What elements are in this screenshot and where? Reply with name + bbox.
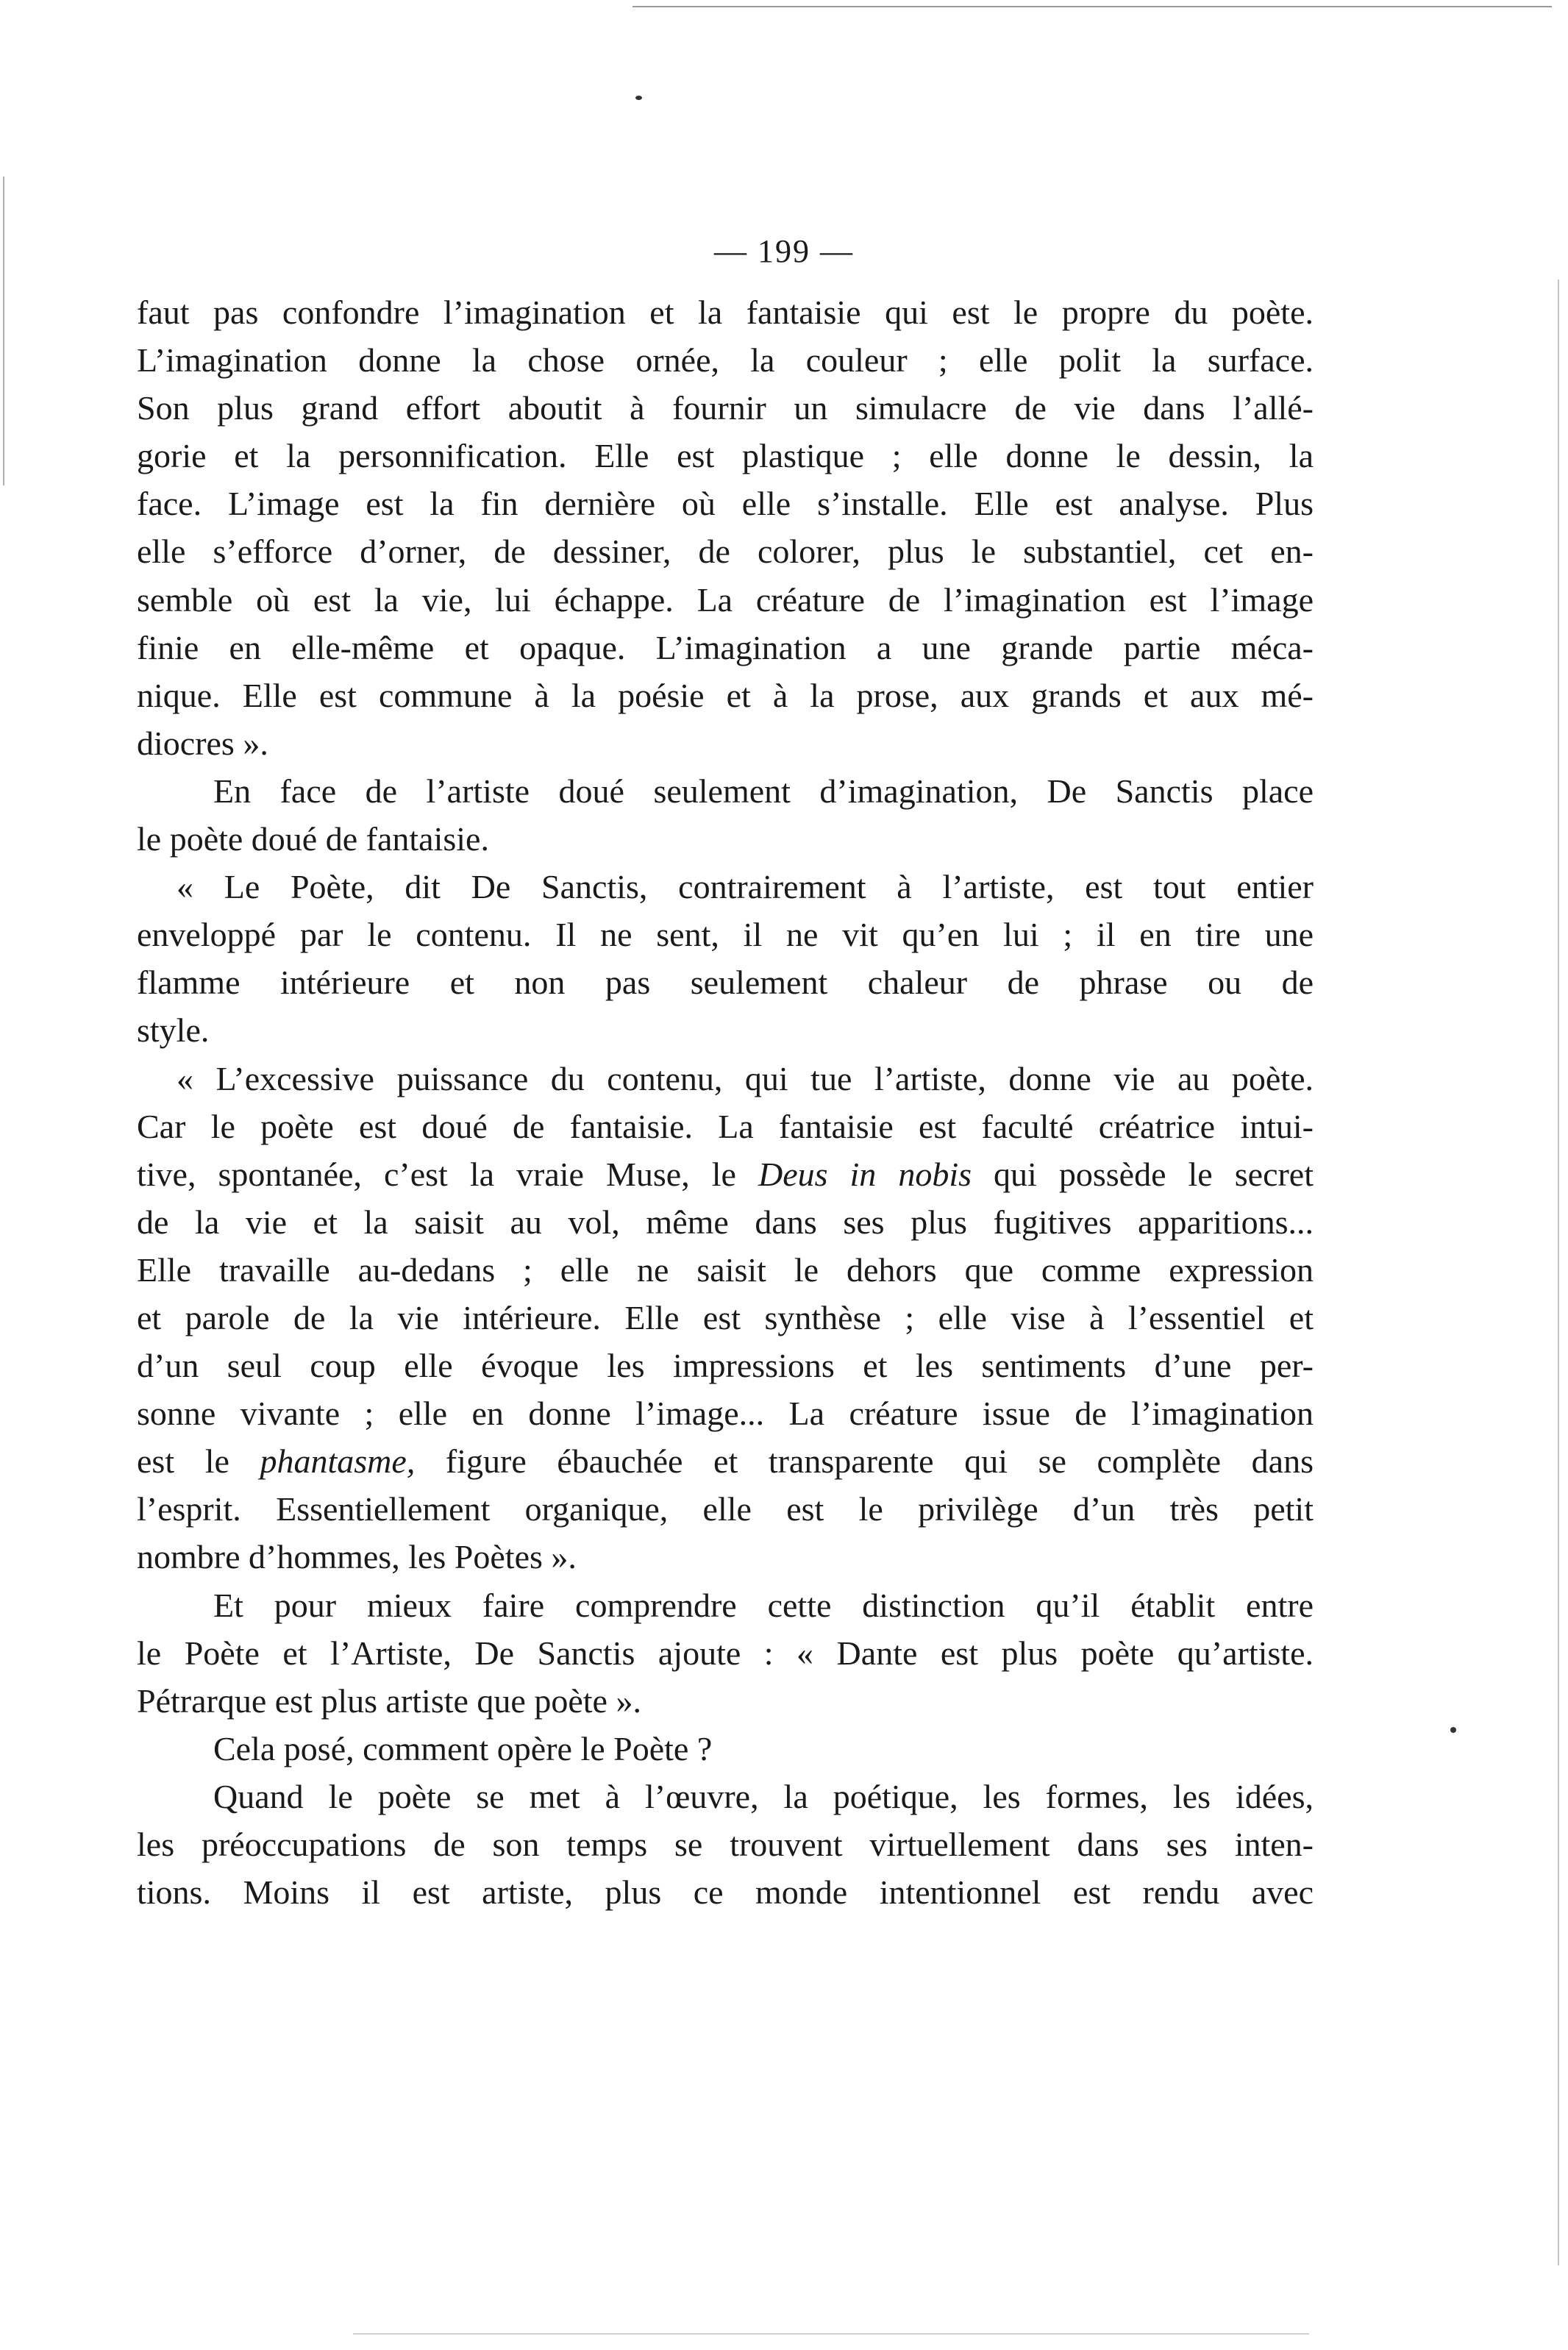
text-line: sonne vivante ; elle en donne l’image... La créature issue de l’imagination (137, 1395, 1314, 1433)
text-line: Elle travaille au-dedans ; elle ne saisit le dehors que comme expression (137, 1250, 1314, 1289)
text-line: le Poète et l’Artiste, De Sanctis ajoute : « Dante est plus poète qu’artiste. (137, 1634, 1314, 1672)
text-line: tions. Moins il est artiste, plus ce monde intentionnel est rendu avec (137, 1873, 1314, 1912)
page-number: — 199 — (714, 233, 854, 269)
italic-term: phantasme, (260, 1442, 416, 1481)
text-line: elle s’efforce d’orner, de dessiner, de colorer, plus le substantiel, cet en- (137, 533, 1314, 571)
text-line: Cela posé, comment opère le Poète ? (213, 1729, 713, 1767)
scan-edge-bottom (353, 2333, 1309, 2335)
text-line: diocres ». (137, 724, 268, 762)
text-line: l’esprit. Essentiellement organique, elle est le privilège d’un très petit (137, 1490, 1314, 1528)
text-line: de la vie et la saisit au vol, même dans ses plus fugitives apparitions... (137, 1203, 1314, 1241)
text-line: En face de l’artiste doué seulement d’imagination, De Sanctis place (213, 772, 1314, 810)
text-line: Car le poète est doué de fantaisie. La fantaisie est faculté créatrice intui- (137, 1107, 1314, 1145)
text-segment: figure ébauchée et transparente qui se complète dans (415, 1442, 1314, 1481)
text-line: L’imagination donne la chose ornée, la couleur ; elle polit la surface. (137, 341, 1314, 380)
text-line: et parole de la vie intérieure. Elle est synthèse ; elle vise à l’essentiel et (137, 1298, 1314, 1336)
text-line: Pétrarque est plus artiste que poète ». (137, 1681, 641, 1720)
text-line: « L’excessive puissance du contenu, qui tue l’artiste, donne vie au poète. (177, 1059, 1314, 1097)
text-line: enveloppé par le contenu. Il ne sent, il ne vit qu’en lui ; il en tire une (137, 916, 1314, 954)
text-line: Quand le poète se met à l’œuvre, la poétique, les formes, les idées, (213, 1777, 1314, 1815)
text-line: semble où est la vie, lui échappe. La créature de l’imagination est l’image (137, 580, 1314, 619)
text-line: face. L’image est la fin dernière où elle s’installe. Elle est analyse. Plus (137, 485, 1314, 523)
text-segment: est le (137, 1442, 260, 1481)
text-line: nique. Elle est commune à la poésie et à la prose, aux grands et aux mé- (137, 676, 1314, 714)
text-line: gorie et la personnification. Elle est plastique ; elle donne le dessin, la (137, 437, 1314, 475)
text-line: finie en elle-même et opaque. L’imagination a une grande partie méca- (137, 628, 1314, 666)
scan-edge-top (632, 6, 1552, 7)
text-segment: qui possède le secret (972, 1155, 1314, 1193)
scan-speck-right (1450, 1727, 1456, 1733)
text-line: Son plus grand effort aboutit à fournir un simulacre de vie dans l’allé- (137, 389, 1314, 427)
text-line: le poète doué de fantaisie. (137, 820, 489, 858)
scan-edge-left (3, 177, 4, 485)
text-line: faut pas confondre l’imagination et la fantaisie qui est le propre du poète. (137, 293, 1314, 331)
text-line: « Le Poète, dit De Sanctis, contrairement à l’artiste, est tout entier (177, 868, 1314, 906)
body-text (137, 288, 1314, 1916)
text-line (137, 1150, 1314, 1198)
scan-speck-top (635, 96, 642, 100)
text-line: d’un seul coup elle évoque les impressions et les sentiments d’une per- (137, 1347, 1314, 1385)
text-line: les préoccupations de son temps se trouvent virtuellement dans ses inten- (137, 1826, 1314, 1863)
text-line: flamme intérieure et non pas seulement chaleur de phrase ou de (137, 964, 1314, 1002)
text-line: style. (137, 1011, 210, 1050)
text-line: nombre d’hommes, les Poètes ». (137, 1538, 577, 1576)
text-line (137, 1437, 1314, 1485)
scan-edge-right (1558, 279, 1559, 2265)
italic-term: Deus in nobis (758, 1155, 972, 1193)
text-segment: tive, spontanée, c’est la vraie Muse, le (137, 1155, 758, 1193)
text-line: Et pour mieux faire comprendre cette distinction qu’il établit entre (213, 1586, 1314, 1624)
